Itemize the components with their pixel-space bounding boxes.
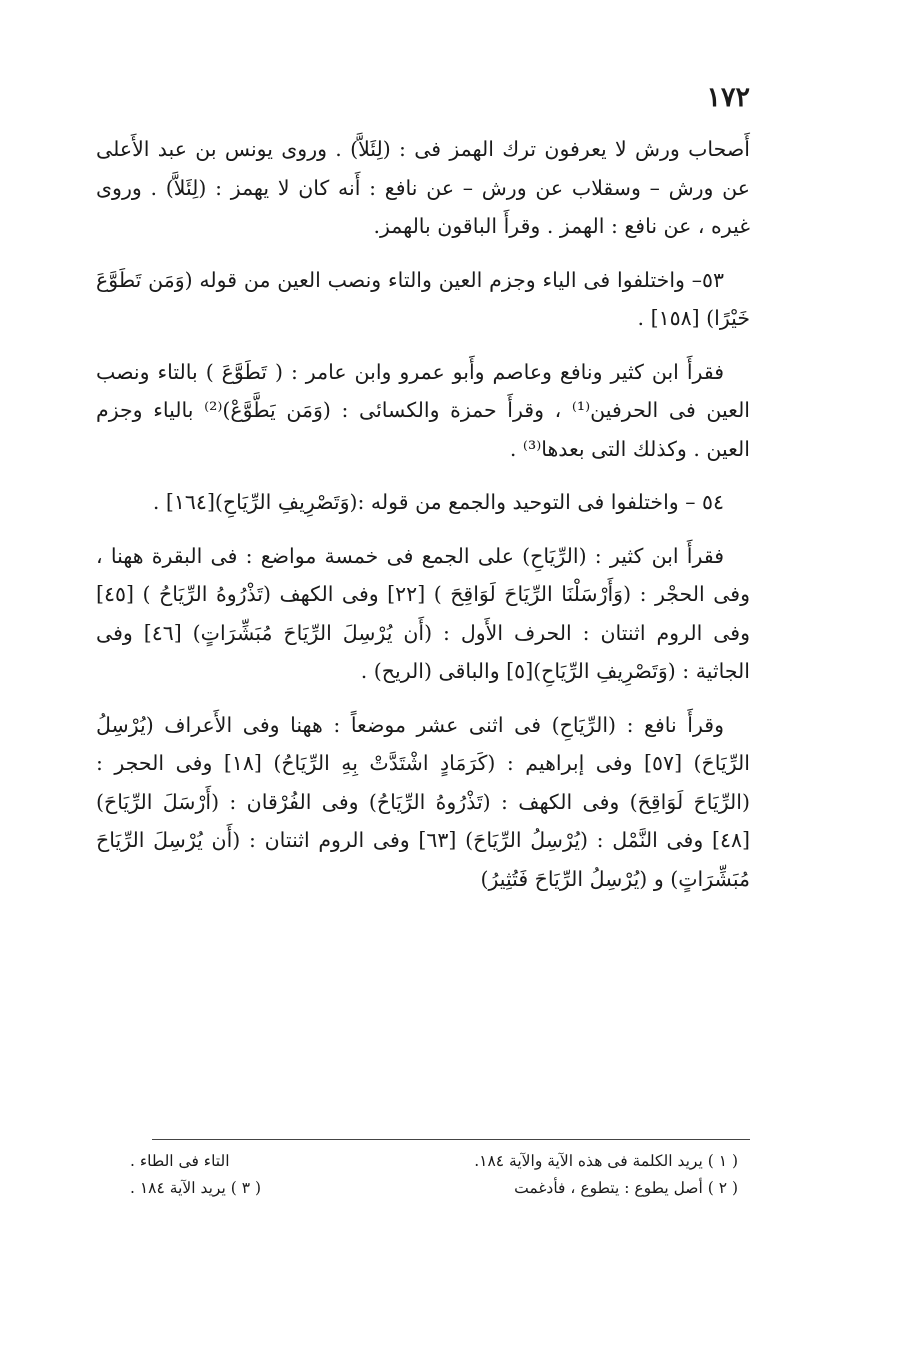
footnotes xyxy=(130,1148,738,1202)
footnote-3: ( ٣ ) يريد الآية ١٨٤ . xyxy=(130,1179,261,1197)
main-text xyxy=(96,130,750,913)
footnote-2-continuation: التاء فى الطاء . xyxy=(130,1152,230,1170)
paragraph-item-53: ٥٣– واختلفوا فى الياء وجزم العين والتاء ونصب العين من قوله (وَمَن تَطَوَّعَ خَيْرًا) [١٥٨] . xyxy=(96,267,750,330)
paragraph-readings-53: فقرأَ ابن كثير ونافع وعاصم وأَبو عمرو وابن عامر : ( تَطَوَّعَ ) بالتاء ونصب العين فى الحرفين⁽¹⁾ ، وقرأَ حمزة والكسائى : (وَمَن يَطَّوَّعْ)⁽²⁾ بالياء وجزم العين . وكذلك التى بعدها⁽³⁾ . xyxy=(96,359,751,461)
footnote-2: ( ٢ ) أصل يطوع : يتطوع ، فأدغمت xyxy=(514,1179,738,1197)
page-number: ١٧٢ xyxy=(706,82,750,113)
paragraph-item-54: ٥٤ – واختلفوا فى التوحيد والجمع من قوله :(وَتَصْرِيفِ الرِّيَاحِ)[١٦٤] . xyxy=(152,490,724,514)
footnote-divider xyxy=(152,1139,750,1140)
footnote-line xyxy=(130,1148,738,1175)
paragraph-nafi: وقرأَ نافع : (الرِّيَاحِ) فى اثنى عشر موضعاً : ههنا وفى الأَعراف (يُرْسِلُ الرِّيَاحَ) [٥٧] وفى إبراهيم : (كَرَمَادٍ اشْتَدَّتْ بِهِ الرِّيَاحُ) [١٨] وفى الحجر : (الرِّيَاحَ لَوَاقِحَ) وفى الكهف : (تَذْرُوهُ الرِّيَاحُ) وفى الفُرْقان : (أَرْسَلَ الرِّيَاحَ) [٤٨] وفى النَّمْل : (يُرْسِلُ الرِّيَاحَ) [٦٣] وفى الروم اثنتان : (أَن يُرْسِلَ الرِّيَاحَ مُبَشِّرَاتٍ) و (يُرْسِلُ الرِّيَاحَ فَتُثِيرُ) xyxy=(96,712,750,891)
footnote-1: ( ١ ) يريد الكلمة فى هذه الآية والآية ١٨٤. xyxy=(474,1152,738,1170)
paragraph-continuation: أَصحاب ورش لا يعرفون ترك الهمز فى : (لِئَلاَّ) . وروى يونس بن عبد الأَعلى عن ورش – وسقلاب عن ورش – عن نافع : أَنه كان لا يهمز : (لِئَلاَّ) . وروى غيره ، عن نافع : الهمز . وقرأَ الباقون بالهمز. xyxy=(96,137,750,238)
footnote-line xyxy=(130,1175,738,1202)
paragraph-ibn-kathir: فقرأَ ابن كثير : (الرِّيَاحِ) على الجمع فى خمسة مواضع : فى البقرة ههنا ، وفى الحجْر : (وَأَرْسَلْنَا الرِّيَاحَ لَوَاقِحَ ) [٢٢] وفى الكهف (تَذْرُوهُ الرِّيَاحُ ) [٤٥] وفى الروم اثنتان : الحرف الأَول : (أَن يُرْسِلَ الرِّيَاحَ مُبَشِّرَاتٍ) [٤٦] وفى الجاثية : (وَتَصْرِيفِ الرِّيَاحِ)[٥] والباقى (الريح) . xyxy=(96,543,750,683)
